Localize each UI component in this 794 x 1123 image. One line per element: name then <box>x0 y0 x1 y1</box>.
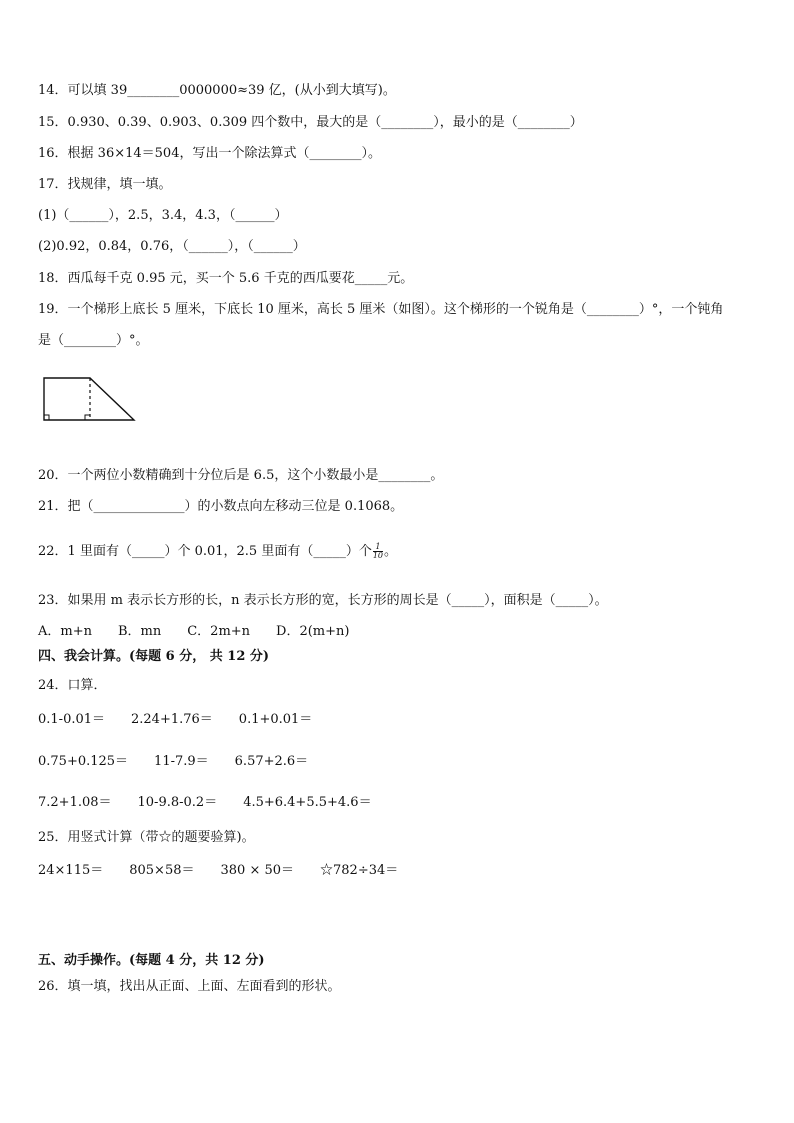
right-angle-mark-left <box>44 415 49 420</box>
line-calc-1: 0.1-0.01＝ 2.24+1.76＝ 0.1+0.01＝ <box>38 712 313 727</box>
line-calc-4: 24×115＝ 805×58＝ 380 × 50＝ ☆782÷34＝ <box>38 863 399 878</box>
line-q14: 14．可以填 39________0000000≈39 亿，(从小到大填写)。 <box>38 83 396 98</box>
fraction-denominator: 10 <box>372 551 384 560</box>
section-4-heading: 四、我会计算。(每题 6 分， 共 12 分) <box>38 649 270 664</box>
line-q17-1: (1)（______），2.5，3.4，4.3，（______） <box>38 208 288 223</box>
line-q15: 15．0.930、0.39、0.903、0.309 四个数中，最大的是（________），最小的是（________） <box>38 115 583 130</box>
line-calc-3: 7.2+1.08＝ 10-9.8-0.2＝ 4.5+6.4+5.5+4.6＝ <box>38 795 372 810</box>
fraction-numerator: 1 <box>373 543 383 552</box>
line-q23-options: A．m+n B．mn C．2m+n D．2(m+n) <box>38 624 350 639</box>
q22-end: 。 <box>384 544 398 559</box>
line-q17: 17．找规律，填一填。 <box>38 177 172 192</box>
line-q26: 26．填一填，找出从正面、上面、左面看到的形状。 <box>38 979 341 994</box>
q22-text: 22．1 里面有（_____）个 0.01，2.5 里面有（_____）个 <box>38 544 372 559</box>
line-q19-a: 19．一个梯形上底长 5 厘米，下底长 10 厘米，高长 5 厘米（如图）。这个梯形的一个锐角是（________）°，一个钝角 <box>38 302 724 317</box>
line-q16: 16．根据 36×14＝504，写出一个除法算式（________）。 <box>38 146 381 161</box>
line-q25: 25．用竖式计算（带☆的题要验算)。 <box>38 830 255 845</box>
right-angle-mark-height <box>85 415 90 420</box>
line-q24: 24．口算． <box>38 678 107 693</box>
line-q18: 18．西瓜每千克 0.95 元，买一个 5.6 千克的西瓜要花_____元。 <box>38 271 414 286</box>
trapezoid-outline <box>44 378 134 420</box>
line-q22 <box>38 543 397 560</box>
line-q20: 20．一个两位小数精确到十分位后是 6.5，这个小数最小是________。 <box>38 468 444 483</box>
section-5-heading: 五、动手操作。(每题 4 分，共 12 分) <box>38 953 265 968</box>
line-calc-2: 0.75+0.125＝ 11-7.9＝ 6.57+2.6＝ <box>38 754 309 769</box>
line-q23: 23．如果用 m 表示长方形的长，n 表示长方形的宽，长方形的周长是（_____），面积是（_____）。 <box>38 593 608 608</box>
trapezoid-figure <box>36 372 140 426</box>
line-q19-b: 是（________）°。 <box>38 333 149 348</box>
fraction-one-tenth <box>373 543 383 560</box>
line-q21: 21．把（______________）的小数点向左移动三位是 0.1068。 <box>38 499 404 514</box>
line-q17-2: (2)0.92，0.84，0.76，（______），（______） <box>38 239 306 254</box>
